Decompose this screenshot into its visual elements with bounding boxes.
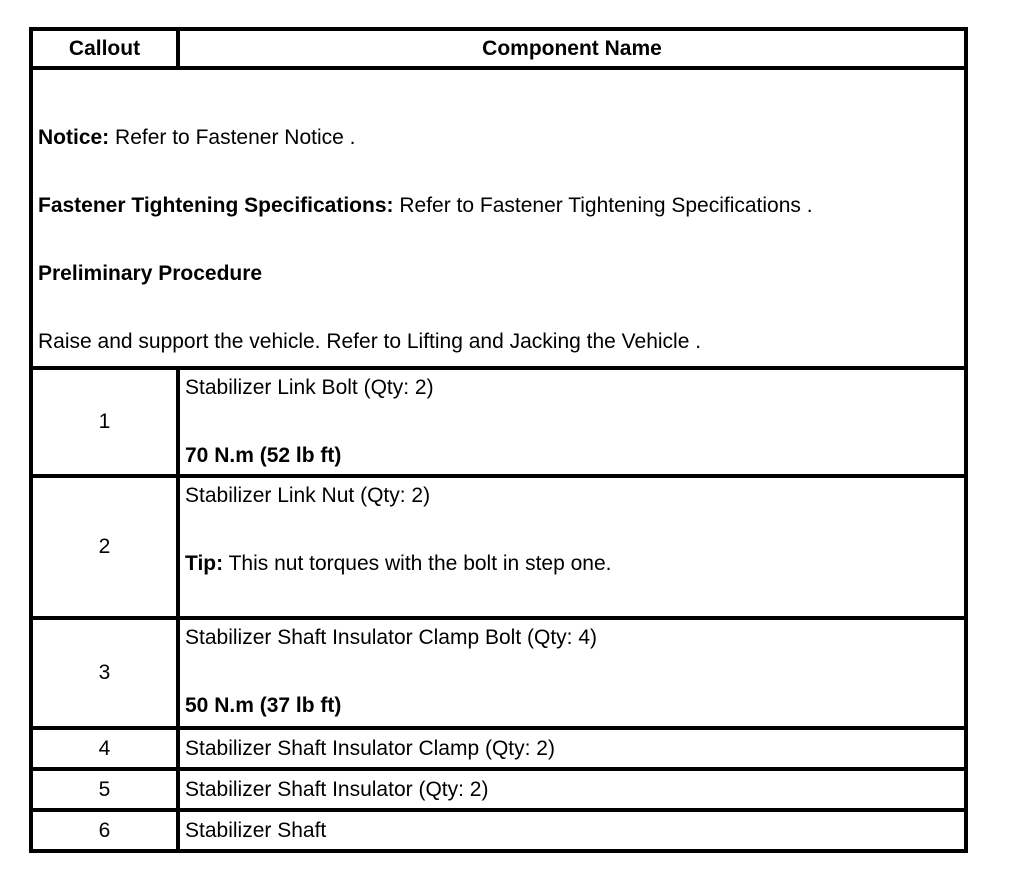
- torque-spec: 70 N.m (52 lb ft): [185, 444, 342, 467]
- table-row: [31, 810, 966, 851]
- table-header: [31, 29, 966, 68]
- callout-number: 1: [31, 368, 178, 476]
- component-name: Stabilizer Link Bolt (Qty: 2): [185, 376, 434, 399]
- torque-spec: 50 N.m (37 lb ft): [185, 694, 342, 717]
- component-table: [29, 27, 968, 853]
- notice-cell: [31, 68, 966, 368]
- component-name: Stabilizer Shaft Insulator (Qty: 2): [178, 769, 966, 810]
- preliminary-heading: Preliminary Procedure: [38, 262, 263, 285]
- fastener-spec-text: Refer to Fastener Tightening Specifications .: [399, 194, 813, 217]
- callout-number: 3: [31, 618, 178, 728]
- component-cell: [178, 618, 966, 728]
- notice-text: Refer to Fastener Notice .: [115, 126, 356, 149]
- tip-text: This nut torques with the bolt in step one.: [228, 552, 612, 575]
- fastener-spec-line: [38, 194, 964, 218]
- table-row: [31, 728, 966, 769]
- component-name-header: Component Name: [178, 29, 966, 68]
- preliminary-text: Raise and support the vehicle. Refer to Lifting and Jacking the Vehicle .: [38, 330, 702, 353]
- component-name: Stabilizer Shaft: [178, 810, 966, 851]
- component-cell: [178, 476, 966, 618]
- tip-label: Tip:: [185, 552, 224, 575]
- callout-number: 5: [31, 769, 178, 810]
- table-row: [31, 769, 966, 810]
- callout-header: Callout: [31, 29, 178, 68]
- callout-number: 2: [31, 476, 178, 618]
- notice-label: Notice:: [38, 126, 110, 149]
- table-row: [31, 368, 966, 476]
- notice-line: [38, 126, 964, 150]
- component-cell: [178, 368, 966, 476]
- component-name: Stabilizer Link Nut (Qty: 2): [185, 484, 431, 507]
- fastener-spec-label: Fastener Tightening Specifications:: [38, 194, 394, 217]
- table-row: [31, 618, 966, 728]
- tip-line: [185, 552, 964, 576]
- table-row: [31, 476, 966, 618]
- component-name: Stabilizer Shaft Insulator Clamp (Qty: 2): [178, 728, 966, 769]
- callout-number: 4: [31, 728, 178, 769]
- notice-row: [31, 68, 966, 368]
- component-name: Stabilizer Shaft Insulator Clamp Bolt (Qty: 4): [185, 626, 597, 649]
- callout-number: 6: [31, 810, 178, 851]
